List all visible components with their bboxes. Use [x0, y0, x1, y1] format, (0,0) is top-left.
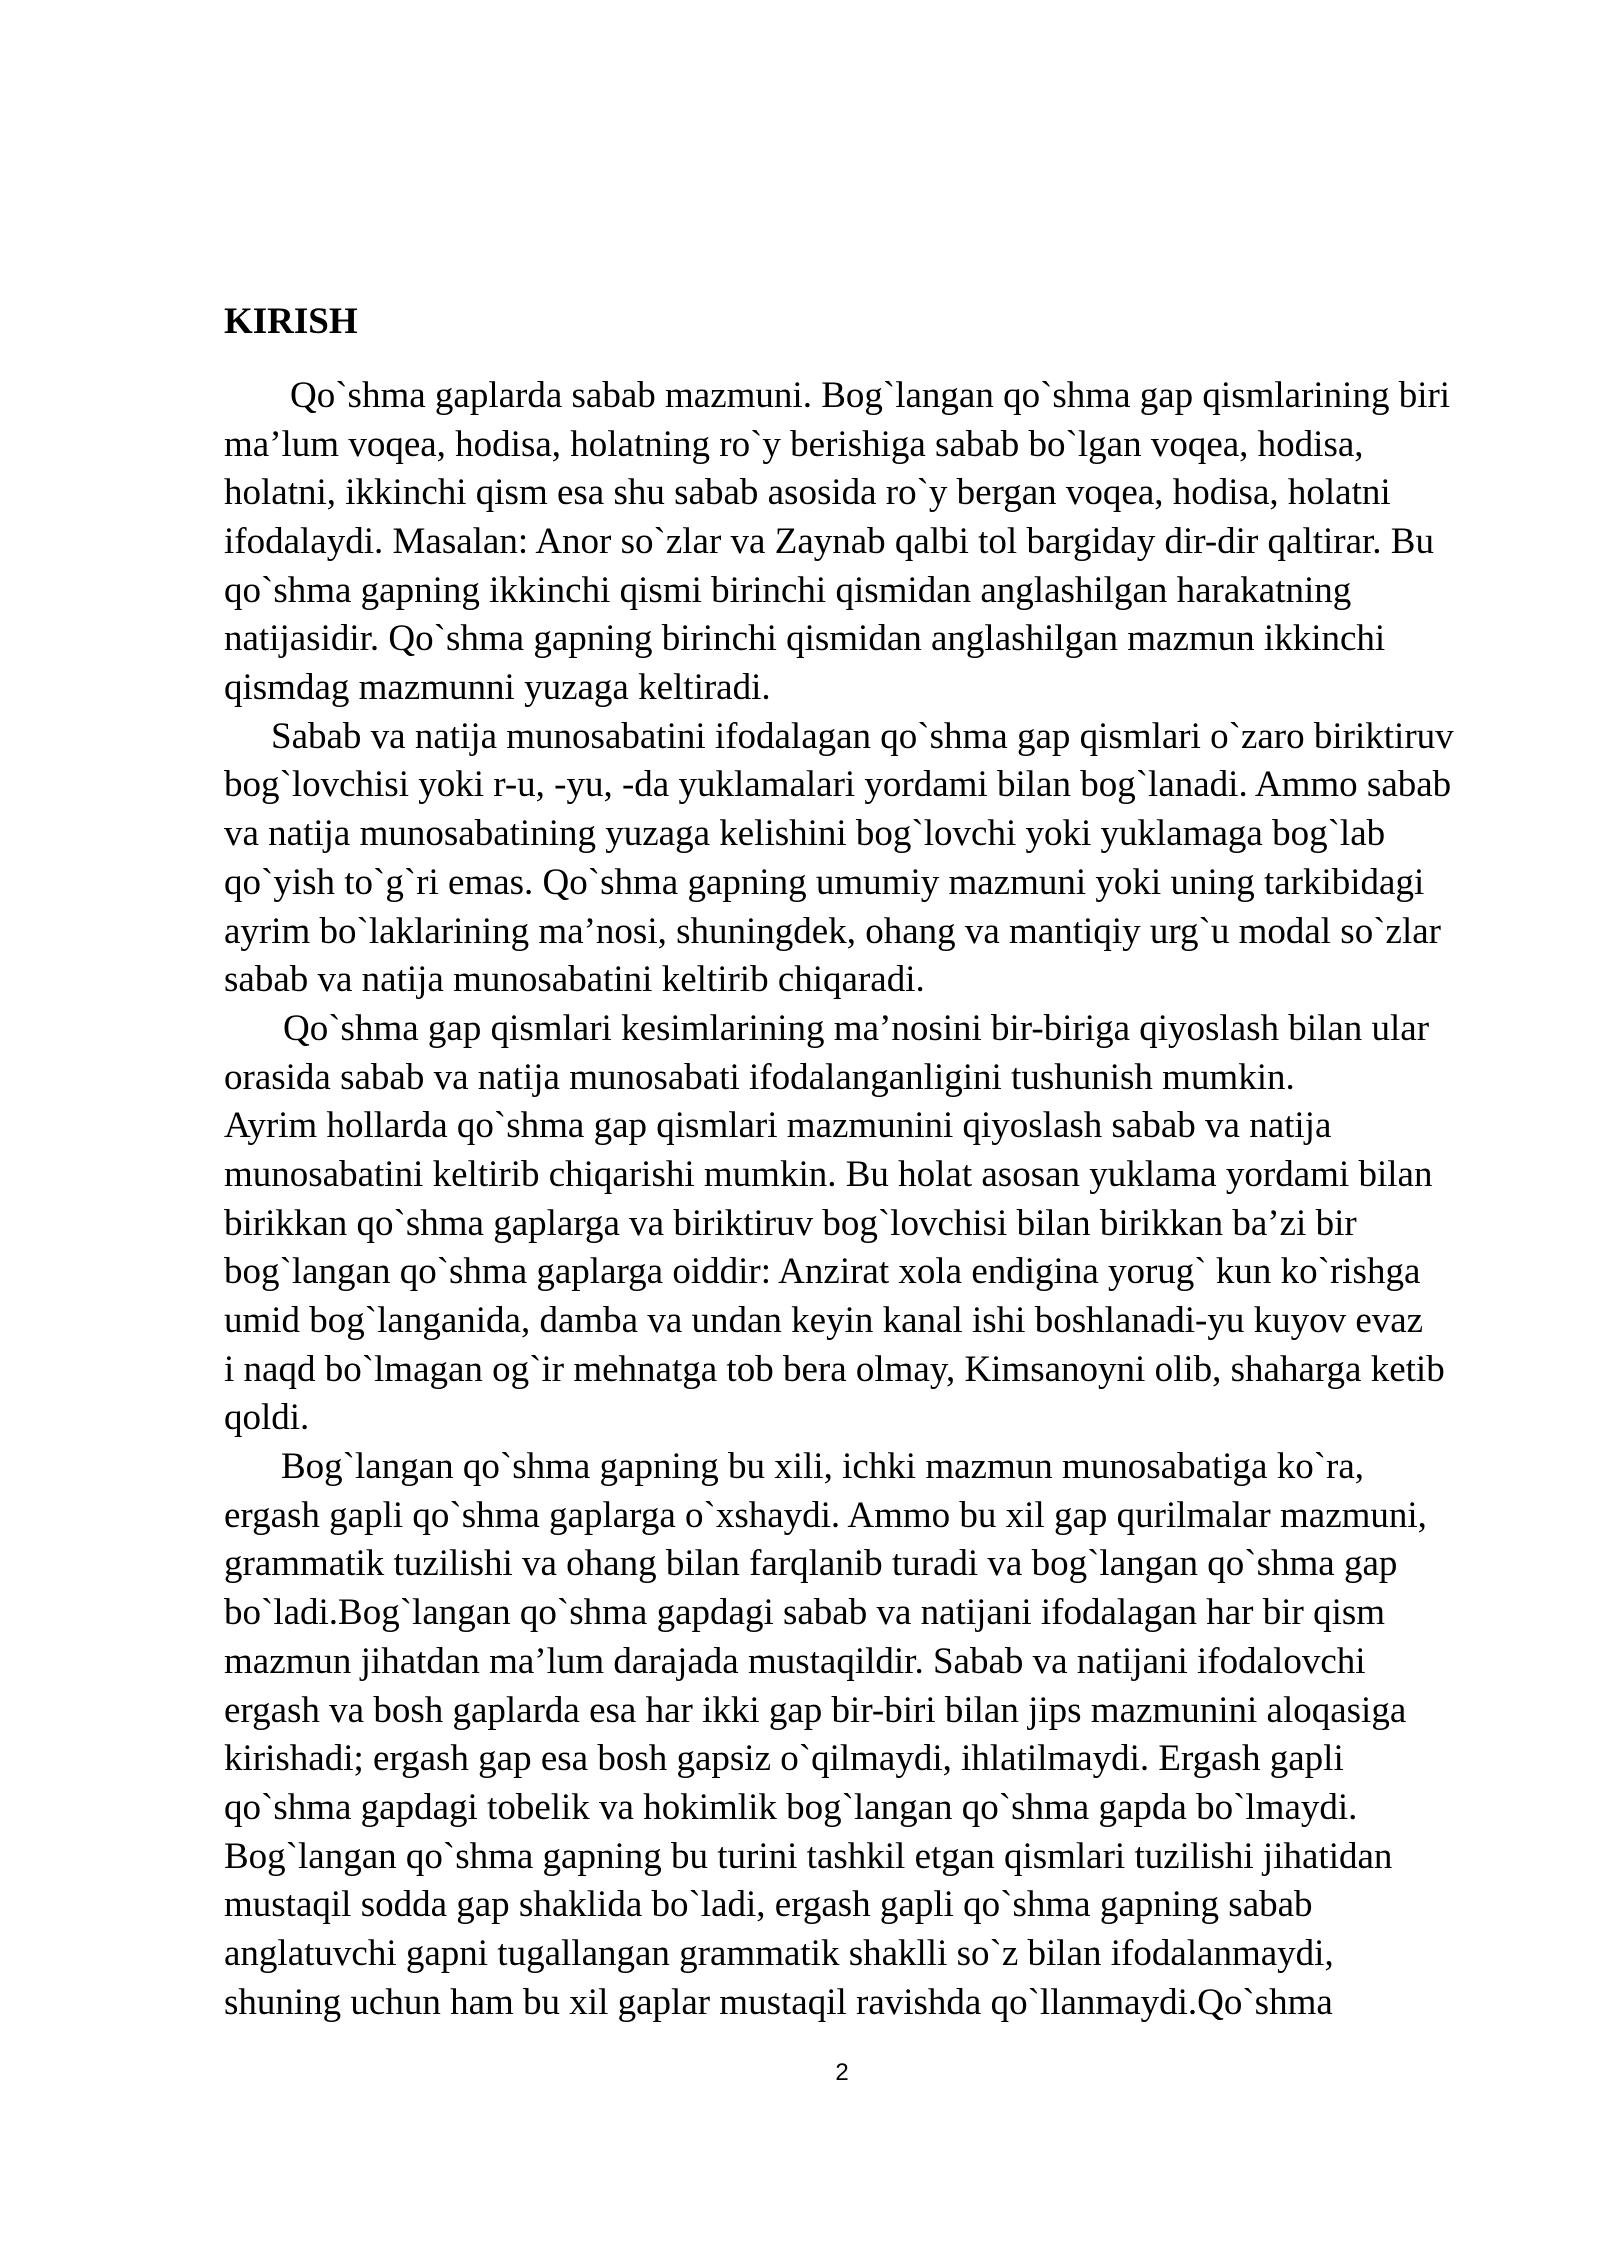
- text-line: kirishadi; ergash gap esa bosh gapsiz o`qilmaydi, ihlatilmaydi. Ergash gapli: [224, 1738, 1344, 1780]
- text-line: shuning uchun ham bu xil gaplar mustaqil ravishda qo`llanmaydi.Qo`shma: [224, 1981, 1333, 2023]
- text-line: birikkan qo`shma gaplarga va biriktiruv bog`lovchisi bilan birikkan ba’zi bir: [224, 1202, 1357, 1244]
- text-line: qo`yish to`g`ri emas. Qo`shma gapning umumiy mazmuni yoki uning tarkibidagi: [224, 861, 1425, 903]
- text-line: mazmun jihatdan ma’lum darajada mustaqildir. Sabab va natijani ifodalovchi: [224, 1640, 1366, 1682]
- text-line: munosabatini keltirib chiqarishi mumkin. Bu holat asosan yuklama yordami bilan: [224, 1153, 1433, 1195]
- text-line: anglatuvchi gapni tugallangan grammatik shaklli so`z bilan ifodalanmaydi,: [224, 1932, 1334, 1974]
- text-line: bog`lovchisi yoki r-u, -yu, -da yuklamalari yordami bilan bog`lanadi. Ammo sabab: [224, 764, 1452, 806]
- text-line: va natija munosabatining yuzaga kelishini bog`lovchi yoki yuklamaga bog`lab: [224, 813, 1386, 855]
- text-line: qoldi.: [224, 1397, 310, 1439]
- text-line: sabab va natija munosabatini keltirib chiqaradi.: [224, 959, 925, 1001]
- section-heading: KIRISH: [224, 301, 358, 342]
- paragraph: [224, 372, 1524, 713]
- text-line: natijasidir. Qo`shma gapning birinchi qismidan anglashilgan mazmun ikkinchi: [224, 618, 1386, 660]
- paragraph: [224, 1005, 1524, 1102]
- text-line: ayrim bo`laklarining ma’nosi, shuningdek, ohang va mantiqiy urg`u modal so`zlar: [224, 910, 1441, 952]
- paragraph: [224, 1443, 1524, 2027]
- document-body: [224, 298, 1524, 2027]
- text-line: Qo`shma gaplarda sabab mazmuni. Bog`langan qo`shma gap qismlarining biri: [290, 374, 1451, 416]
- text-line: ergash va bosh gaplarda esa har ikki gap bir-biri bilan jips mazmunini aloqasiga: [224, 1689, 1407, 1731]
- text-line: orasida sabab va natija munosabati ifodalanganligini tushunish mumkin.: [224, 1056, 1295, 1098]
- text-line: qo`shma gapdagi tobelik va hokimlik bog`langan qo`shma gapda bo`lmaydi.: [224, 1786, 1358, 1828]
- text-line: Sabab va natija munosabatini ifodalagan qo`shma gap qismlari o`zaro biriktiruv: [271, 715, 1454, 757]
- text-line: holatni, ikkinchi qism esa shu sabab asosida ro`y bergan voqea, hodisa, holatni: [224, 472, 1391, 514]
- text-line: i naqd bo`lmagan og`ir mehnatga tob bera olmay, Kimsanoyni olib, shaharga ketib: [224, 1348, 1445, 1390]
- text-line: ifodalaydi. Masalan: Anor so`zlar va Zaynab qalbi tol bargiday dir-dir qaltirar. Bu: [224, 521, 1434, 563]
- text-line: grammatik tuzilishi va ohang bilan farqlanib turadi va bog`langan qo`shma gap: [224, 1543, 1398, 1585]
- text-line: qismdag mazmunni yuzaga keltiradi.: [224, 667, 771, 709]
- text-line: ma’lum voqea, hodisa, holatning ro`y berishiga sabab bo`lgan voqea, hodisa,: [224, 423, 1364, 465]
- text-line: umid bog`langanida, damba va undan keyin kanal ishi boshlanadi-yu kuyov evaz: [224, 1300, 1424, 1342]
- text-line: ergash gapli qo`shma gaplarga o`xshaydi. Ammo bu xil gap qurilmalar mazmuni,: [224, 1494, 1427, 1536]
- text-line: qo`shma gapning ikkinchi qismi birinchi qismidan anglashilgan harakatning: [224, 569, 1352, 611]
- page-number: 2: [835, 2059, 849, 2086]
- text-line: Ayrim hollarda qo`shma gap qismlari mazmunini qiyoslash sabab va natija: [224, 1105, 1332, 1147]
- text-line: mustaqil sodda gap shaklida bo`ladi, ergash gapli qo`shma gapning sabab: [224, 1884, 1313, 1926]
- text-line: Bog`langan qo`shma gapning bu turini tashkil etgan qismlari tuzilishi jihatidan: [224, 1835, 1393, 1877]
- text-line: bo`ladi.Bog`langan qo`shma gapdagi sabab va natijani ifodalagan har bir qism: [224, 1592, 1386, 1634]
- paragraph: [224, 1102, 1524, 1443]
- text-line: Qo`shma gap qismlari kesimlarining ma’nosini bir-biriga qiyoslash bilan ular: [283, 1007, 1430, 1049]
- text-line: Bog`langan qo`shma gapning bu xili, ichki mazmun munosabatiga ko`ra,: [281, 1446, 1365, 1488]
- text-line: bog`langan qo`shma gaplarga oiddir: Anzirat xola endigina yorug` kun ko`rishga: [224, 1251, 1421, 1293]
- paragraph: [224, 713, 1524, 1005]
